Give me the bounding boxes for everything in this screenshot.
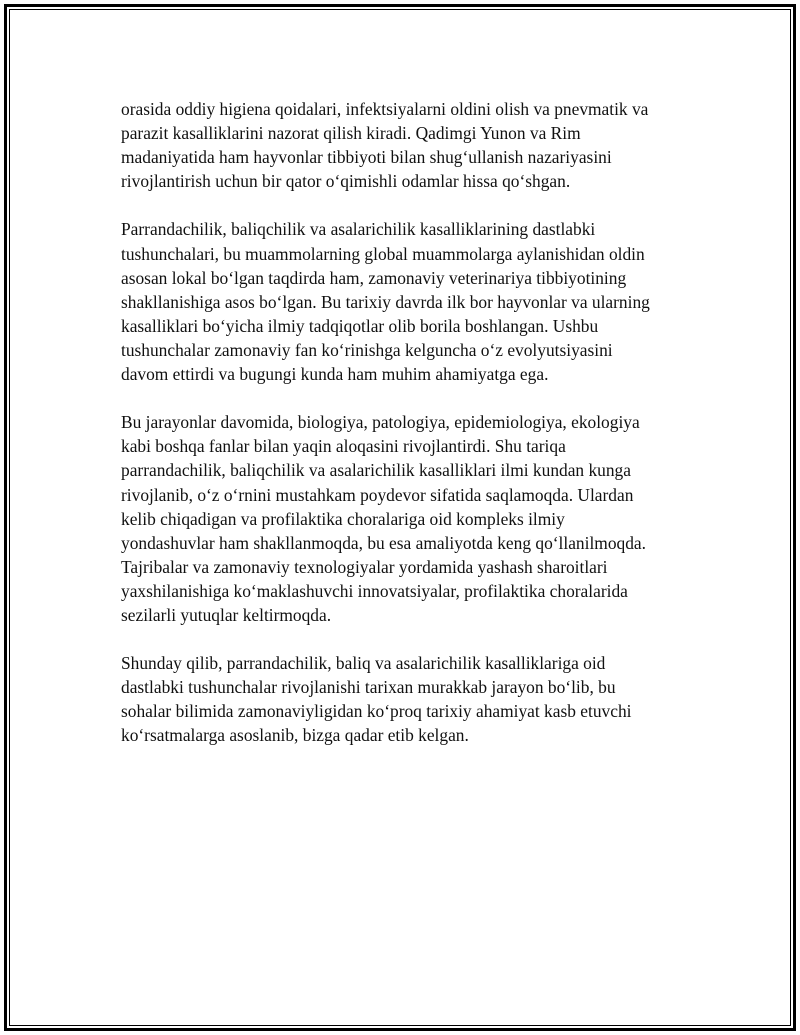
text-line: yondashuvlar ham shakllanmoqda, bu esa amaliyotda keng qo‘llanilmoqda. <box>121 532 646 553</box>
text-line: yaxshilanishiga ko‘maklashuvchi innovatsiyalar, profilaktika choralarida <box>121 580 628 601</box>
text-line: ko‘rsatmalarga asoslanib, bizga qadar etib kelgan. <box>121 725 469 746</box>
text-line: tushunchalari, bu muammolarning global muammolarga aylanishidan oldin <box>121 243 645 264</box>
text-line: dastlabki tushunchalar rivojlanishi tarixan murakkab jarayon bo‘lib, bu <box>121 677 616 698</box>
text-line: kelib chiqadigan va profilaktika choralariga oid kompleks ilmiy <box>121 508 565 529</box>
text-line: davom ettirdi va bugungi kunda ham muhim ahamiyatga ega. <box>121 364 549 385</box>
text-line: Shunday qilib, parrandachilik, baliq va asalarichilik kasalliklariga oid <box>121 653 606 674</box>
page-frame <box>4 4 796 1031</box>
text-line: kasalliklari bo‘yicha ilmiy tadqiqotlar olib borila boshlangan. Ushbu <box>121 315 599 336</box>
text-line: sohalar bilimida zamonaviyligidan ko‘proq tarixiy ahamiyat kasb etuvchi <box>121 701 632 722</box>
text-line: kabi boshqa fanlar bilan yaqin aloqasini rivojlantirdi. Shu tariqa <box>121 436 566 457</box>
paragraph-2 <box>121 217 701 386</box>
paragraph-4 <box>121 651 701 747</box>
text-line: Tajribalar va zamonaviy texnologiyalar yordamida yashash sharoitlari <box>121 556 608 577</box>
text-line: asosan lokal bo‘lgan taqdirda ham, zamonaviy veterinariya tibbiyotining <box>121 267 627 288</box>
text-line: tushunchalar zamonaviy fan ko‘rinishga kelguncha o‘z evolyutsiyasini <box>121 339 613 360</box>
text-line: orasida oddiy higiena qoidalari, infektsiyalarni oldini olish va pnevmatik va <box>121 99 649 119</box>
text-line: Parrandachilik, baliqchilik va asalarichilik kasalliklarining dastlabki <box>121 219 596 240</box>
text-line: rivojlantirish uchun bir qator o‘qimishli odamlar hissa qo‘shgan. <box>121 171 571 192</box>
text-line: Bu jarayonlar davomida, biologiya, patologiya, epidemiologiya, ekologiya <box>121 412 640 433</box>
text-line: madaniyatida ham hayvonlar tibbiyoti bilan shug‘ullanish nazariyasini <box>121 147 612 168</box>
text-line: parazit kasalliklarini nazorat qilish kiradi. Qadimgi Yunon va Rim <box>121 123 581 144</box>
paragraph-1 <box>121 97 701 193</box>
text-line: rivojlanib, o‘z o‘rnini mustahkam poydevor sifatida saqlamoqda. Ulardan <box>121 484 634 505</box>
text-line: shakllanishiga asos bo‘lgan. Bu tarixiy davrda ilk bor hayvonlar va ularning <box>121 291 650 312</box>
body-text <box>121 97 701 772</box>
paragraph-3 <box>121 410 701 627</box>
text-line: parrandachilik, baliqchilik va asalarichilik kasalliklari ilmi kundan kunga <box>121 460 631 481</box>
text-line: sezilarli yutuqlar keltirmoqda. <box>121 604 332 625</box>
